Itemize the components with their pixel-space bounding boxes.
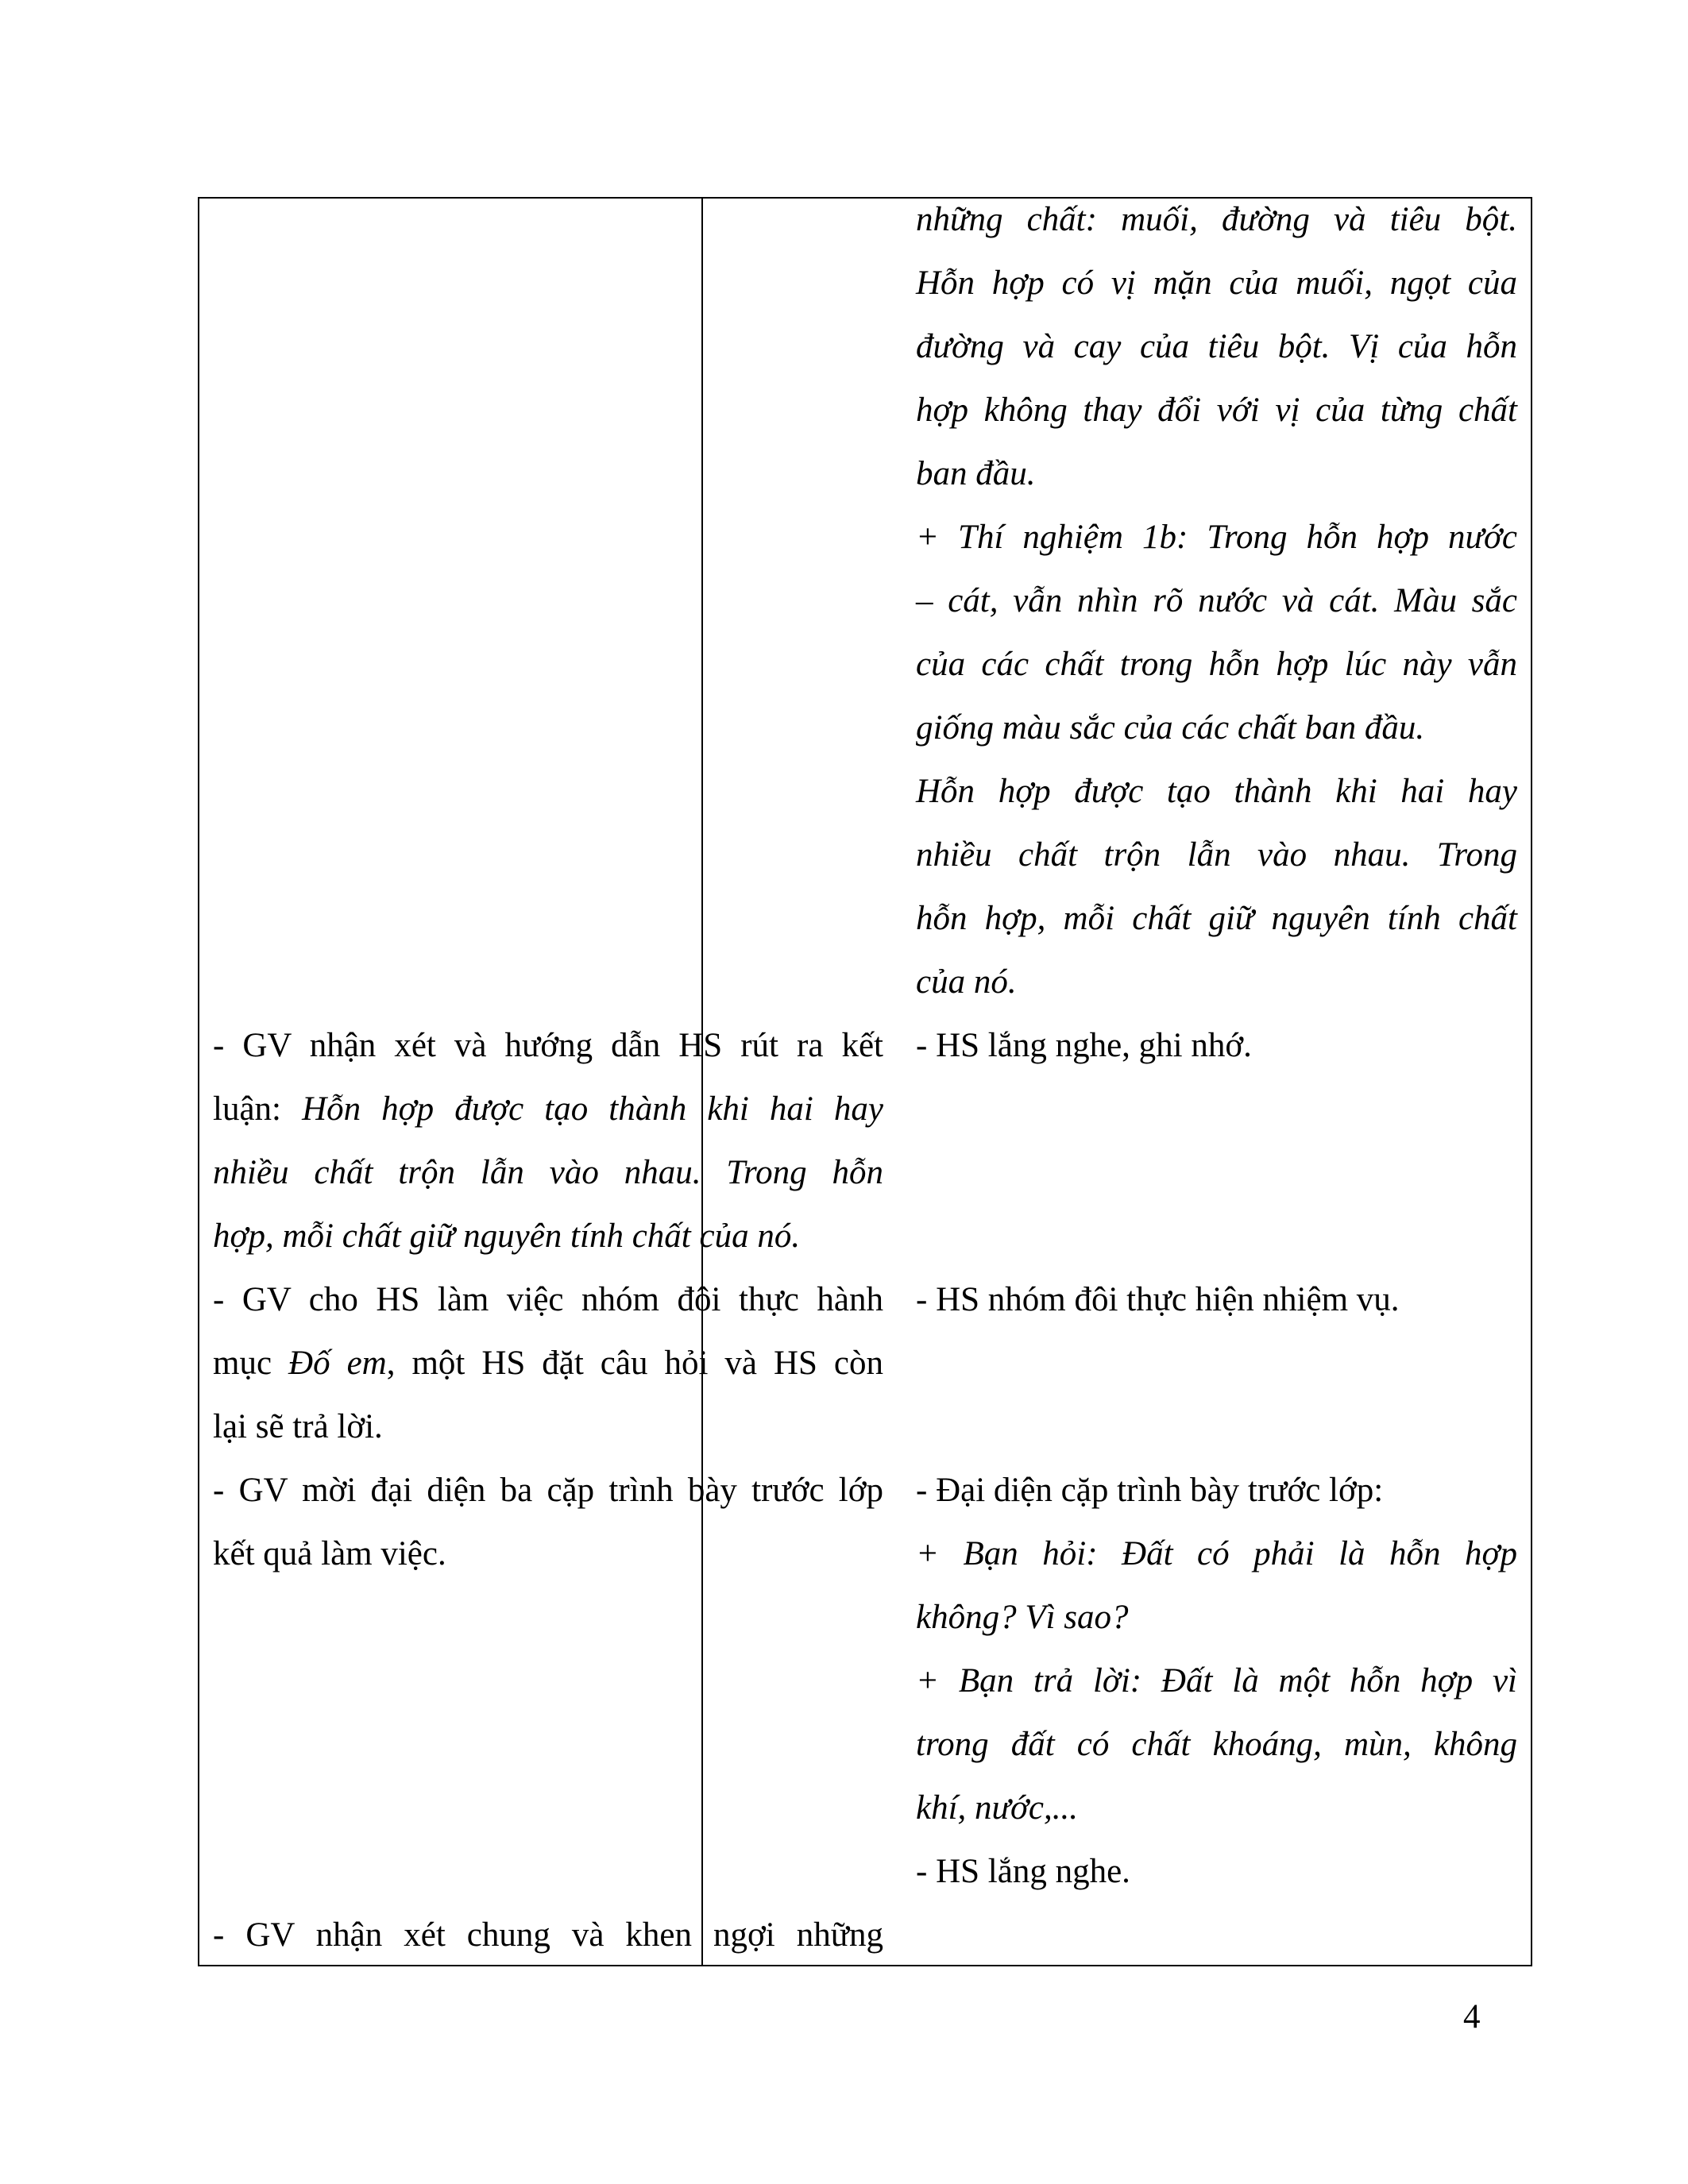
hs-present-cell bbox=[916, 1459, 1517, 1904]
text-line: khí, nước,... bbox=[916, 1789, 1079, 1827]
text-line: không? Vì sao? bbox=[916, 1599, 1129, 1636]
text-line: + Thí nghiệm 1b: Trong hỗn hợp nước bbox=[916, 519, 1517, 556]
text-line: của nó. bbox=[916, 963, 1017, 1001]
text-line: - HS lắng nghe. bbox=[916, 1853, 1130, 1890]
gv-conclusion-cell bbox=[213, 1014, 883, 1268]
text-line: + Bạn trả lời: Đất là một hỗn hợp vì bbox=[916, 1662, 1517, 1700]
text-line: ban đầu. bbox=[916, 455, 1036, 492]
gv-invite-cell bbox=[213, 1459, 883, 1586]
text-line: - Đại diện cặp trình bày trước lớp: bbox=[916, 1472, 1384, 1509]
text-line: hợp không thay đổi với vị của từng chất bbox=[916, 392, 1517, 429]
text-line: đường và cay của tiêu bột. Vị của hỗn bbox=[916, 328, 1517, 365]
text-segment: , một HS đặt câu hỏi và HS còn bbox=[386, 1345, 883, 1382]
text-line: trong đất có chất khoáng, mùn, không bbox=[916, 1726, 1517, 1763]
text-line: lại sẽ trả lời. bbox=[213, 1408, 383, 1445]
text-line: + Bạn hỏi: Đất có phải là hỗn hợp bbox=[916, 1535, 1517, 1572]
hs-listen-cell bbox=[916, 1014, 1517, 1078]
text-line: giống màu sắc của các chất ban đầu. bbox=[916, 709, 1425, 747]
text-line: – cát, vẫn nhìn rõ nước và cát. Màu sắc bbox=[916, 582, 1517, 619]
text-line: Hỗn hợp có vị mặn của muối, ngọt của bbox=[916, 264, 1517, 302]
text-line: - GV cho HS làm việc nhóm đôi thực hành bbox=[213, 1281, 883, 1318]
page-number: 4 bbox=[1463, 1998, 1481, 2035]
text-line: nhiều chất trộn lẫn vào nhau. Trong bbox=[916, 836, 1517, 874]
text-line: hỗn hợp, mỗi chất giữ nguyên tính chất bbox=[916, 900, 1517, 937]
text-line bbox=[213, 1332, 883, 1395]
text-line: Hỗn hợp được tạo thành khi hai hay bbox=[916, 773, 1517, 810]
text-line bbox=[213, 1078, 883, 1141]
text-segment: mục bbox=[213, 1345, 289, 1382]
gv-praise-cell bbox=[213, 1904, 883, 1967]
text-line: - GV nhận xét và hướng dẫn HS rút ra kết bbox=[213, 1027, 883, 1064]
experiment-results-cell bbox=[916, 188, 1517, 1014]
hs-pair-work-cell bbox=[916, 1268, 1517, 1332]
activity-name: Đố em bbox=[288, 1345, 387, 1382]
text-line: - GV mời đại diện ba cặp trình bày trước lớp bbox=[213, 1472, 883, 1509]
text-line: - HS nhóm đôi thực hiện nhiệm vụ. bbox=[916, 1281, 1400, 1318]
text-line: những chất: muối, đường và tiêu bột. bbox=[916, 201, 1517, 238]
text-line: hợp, mỗi chất giữ nguyên tính chất của nó. bbox=[213, 1217, 801, 1255]
text-segment: luận: bbox=[213, 1090, 303, 1128]
conclusion-italic: Hỗn hợp được tạo thành khi hai hay bbox=[302, 1090, 884, 1128]
text-line: của các chất trong hỗn hợp lúc này vẫn bbox=[916, 646, 1517, 683]
gv-pair-work-cell bbox=[213, 1268, 883, 1459]
text-line: kết quả làm việc. bbox=[213, 1535, 446, 1572]
text-line: - HS lắng nghe, ghi nhớ. bbox=[916, 1027, 1252, 1064]
text-line: nhiều chất trộn lẫn vào nhau. Trong hỗn bbox=[213, 1154, 883, 1191]
text-line: - GV nhận xét chung và khen ngợi những bbox=[213, 1916, 883, 1954]
